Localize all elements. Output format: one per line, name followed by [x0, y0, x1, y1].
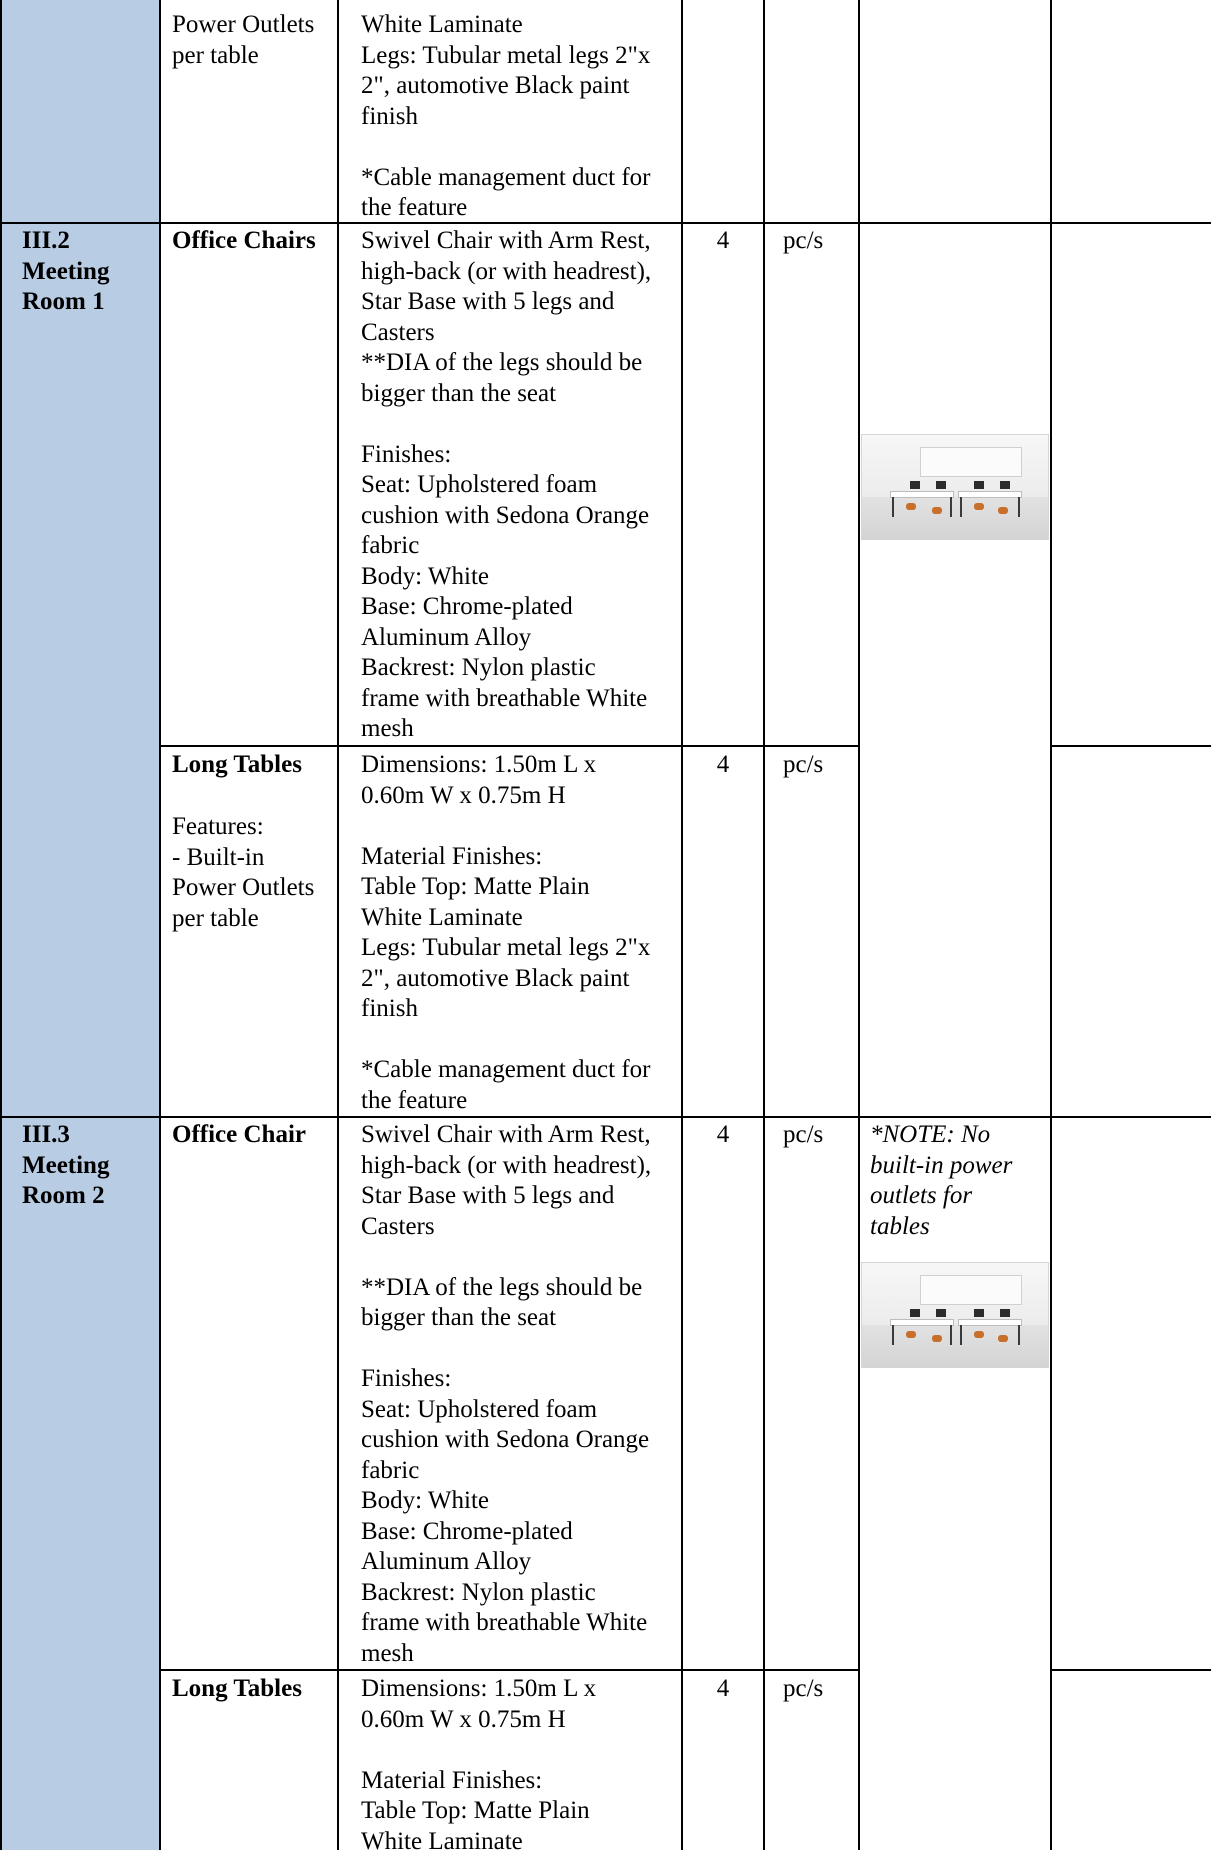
column-rule: [1050, 0, 1052, 1850]
meeting-room-render-image: [861, 434, 1049, 540]
item-specifications: Swivel Chair with Arm Rest, high-back (or with headrest), Star Base with 5 legs and Casters **DIA of the legs should be bigger than the seat Finishes: Seat: Upholstered foam cushion with Sedona Orange fabric Body: White Base: Chrome-plated Aluminum Alloy Backrest: Nylon plastic frame with breathable White mesh: [361, 1121, 652, 1667]
quantity: 4: [716, 1675, 730, 1702]
unit: pc/s: [783, 751, 824, 778]
item-features: Features: - Built-in Power Outlets per table: [172, 813, 315, 932]
quantity: 4: [716, 751, 730, 778]
row-rule: [159, 1669, 860, 1671]
row-rule: [0, 1116, 1211, 1118]
item-name: Office Chairs: [172, 227, 316, 254]
unit: pc/s: [783, 227, 824, 254]
unit: pc/s: [783, 1675, 824, 1702]
unit: pc/s: [783, 1121, 824, 1148]
room-heading: III.2 Meeting Room 1: [22, 227, 110, 315]
column-rule: [858, 0, 860, 1850]
item-specifications: Swivel Chair with Arm Rest, high-back (or with headrest), Star Base with 5 legs and Casters **DIA of the legs should be bigger than the seat Finishes: Seat: Upholstered foam cushion with Sedona Orange fabric Body: White Base: Chrome-plated Aluminum Alloy Backrest: Nylon plastic frame with breathable White mesh: [361, 227, 652, 742]
item-specifications: Dimensions: 1.50m L x 0.60m W x 0.75m H Material Finishes: Table Top: Matte Plain White Laminate Legs: Tubular metal legs 2"x 2", automotive Black paint finish *Cable management duct for the feature: [361, 751, 651, 1114]
item-name: Long Tables: [172, 751, 302, 778]
column-rule: [159, 0, 161, 1850]
row-rule: [1050, 1669, 1211, 1671]
remarks-note: *NOTE: No built-in power outlets for tables: [870, 1121, 1013, 1240]
column-rule: [337, 0, 339, 1850]
column-rule: [681, 0, 683, 1850]
quantity: 4: [716, 1121, 730, 1148]
meeting-room-render-image: [861, 1262, 1049, 1368]
item-description: Power Outlets per table: [172, 11, 315, 69]
item-specifications: White Laminate Legs: Tubular metal legs 2"x 2", automotive Black paint finish *Cable management duct for the feature: [361, 11, 651, 221]
item-name: Long Tables: [172, 1675, 302, 1702]
table-border-left: [0, 0, 2, 1850]
quantity: 4: [716, 227, 730, 254]
row-rule: [1050, 745, 1211, 747]
column-rule: [763, 0, 765, 1850]
row-rule: [159, 745, 860, 747]
room-heading: III.3 Meeting Room 2: [22, 1121, 110, 1209]
item-specifications: Dimensions: 1.50m L x 0.60m W x 0.75m H Material Finishes: Table Top: Matte Plain White Laminate: [361, 1675, 597, 1855]
item-name: Office Chair: [172, 1121, 306, 1148]
